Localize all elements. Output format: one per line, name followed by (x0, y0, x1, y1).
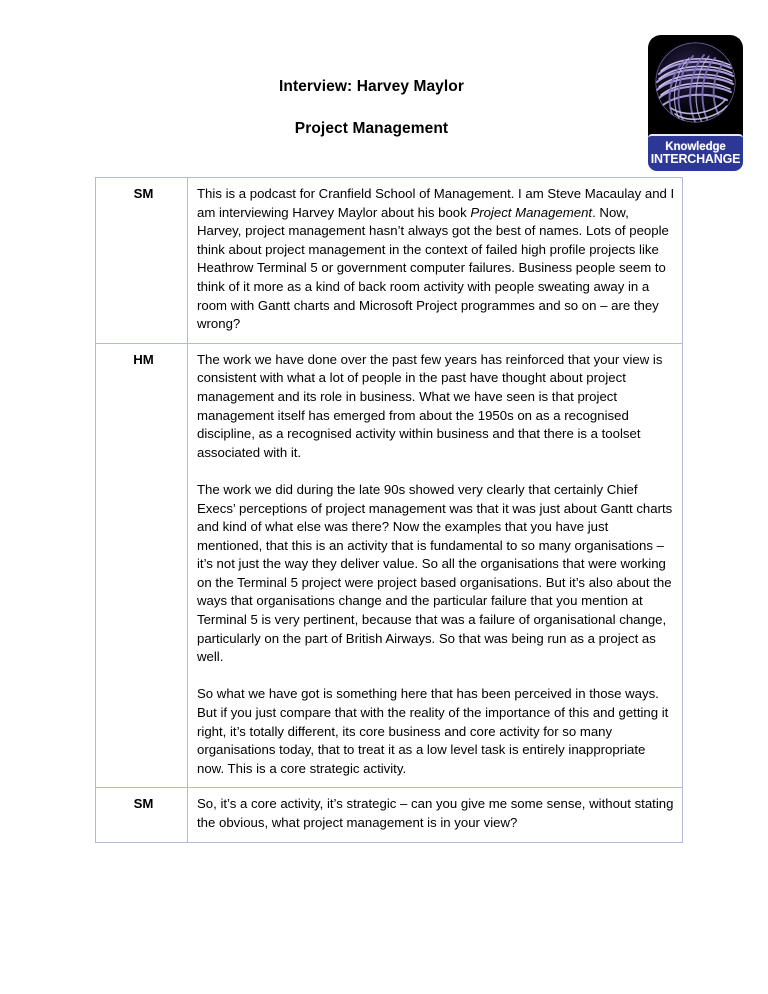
globe-icon (651, 38, 740, 127)
text-run: . Now, Harvey, project management hasn’t always got the best of names. Lots of people think about project management in the context of failed high profile projects like Heathrow Terminal 5 or government computer failures. Business people seem to think of it more as a kind of back room activity with people sweating away in a room with Gantt charts and Microsoft Project programmes and so on – are they wrong? (197, 204, 669, 332)
table-row (96, 343, 683, 788)
text-run: The work we have done over the past few years has reinforced that your view is consistent with what a lot of people in the past have thought about project management and its role in business. What we have seen is that project management itself has emerged from about the 1950s on as a recognised discipline, as a recognised activity within business and that there is a toolset associated with it. (197, 351, 663, 460)
transcript-paragraph (197, 185, 675, 334)
logo-banner-knowledge: Knowledge (665, 140, 726, 153)
knowledge-interchange-logo (648, 35, 743, 173)
transcript-paragraph (197, 685, 675, 778)
text-run: So, it’s a core activity, it’s strategic – can you give me some sense, without stating the obvious, what project management is in your view? (197, 796, 674, 830)
title-block (95, 78, 648, 138)
transcript-paragraph (197, 351, 675, 463)
transcript-paragraph (197, 481, 675, 667)
transcript-table (95, 177, 683, 843)
logo-banner (648, 134, 743, 171)
speaker-cell (96, 178, 188, 344)
speaker-cell (96, 788, 188, 842)
transcript-cell (188, 178, 683, 344)
text-run: So what we have got is something here that has been perceived in those ways. But if you just compare that with the reality of the importance of this and getting it right, it’s totally different, its core business and core activity for so many organisations today, that to treat it as a low level task is entirely inappropriate now. This is a core strategic activity. (197, 686, 669, 776)
speaker-label: SM (133, 186, 154, 201)
book-title: Project Management (470, 204, 593, 220)
transcript-cell (188, 788, 683, 842)
text-run: The work we did during the late 90s showed very clearly that certainly Chief Execs’ perceptions of project management was that it was just about Gantt charts and kind of what else was there? Now the examples that you have just mentioned, that this is an activity that is fundamental to so many organisations – it’s not just the way they deliver value. So all the organisations that were working on the Terminal 5 project were project based organisations. But it’s also about the ways that organisations change and the particular failure that you mention at Terminal 5 is very pertinent, because that was a failure of organisational change, particularly on the part of British Airways. So that was being run as a project as well. (197, 481, 673, 665)
transcript-body (96, 178, 683, 843)
page-subtitle: Project Management (294, 119, 449, 137)
table-row (96, 788, 683, 842)
transcript-cell (188, 343, 683, 788)
speaker-cell (96, 343, 188, 788)
logo-banner-interchange: INTERCHANGE (650, 151, 741, 166)
page-title: Interview: Harvey Maylor (278, 78, 465, 95)
speaker-label: HM (133, 351, 154, 367)
table-row (96, 178, 683, 344)
speaker-label: SM (133, 796, 154, 812)
transcript-paragraph (197, 795, 675, 832)
text-run: This is a podcast for Cranfield School of Management. I am Steve Macaulay and I am interviewing Harvey Maylor about his book (197, 186, 675, 220)
document-header (0, 0, 768, 176)
